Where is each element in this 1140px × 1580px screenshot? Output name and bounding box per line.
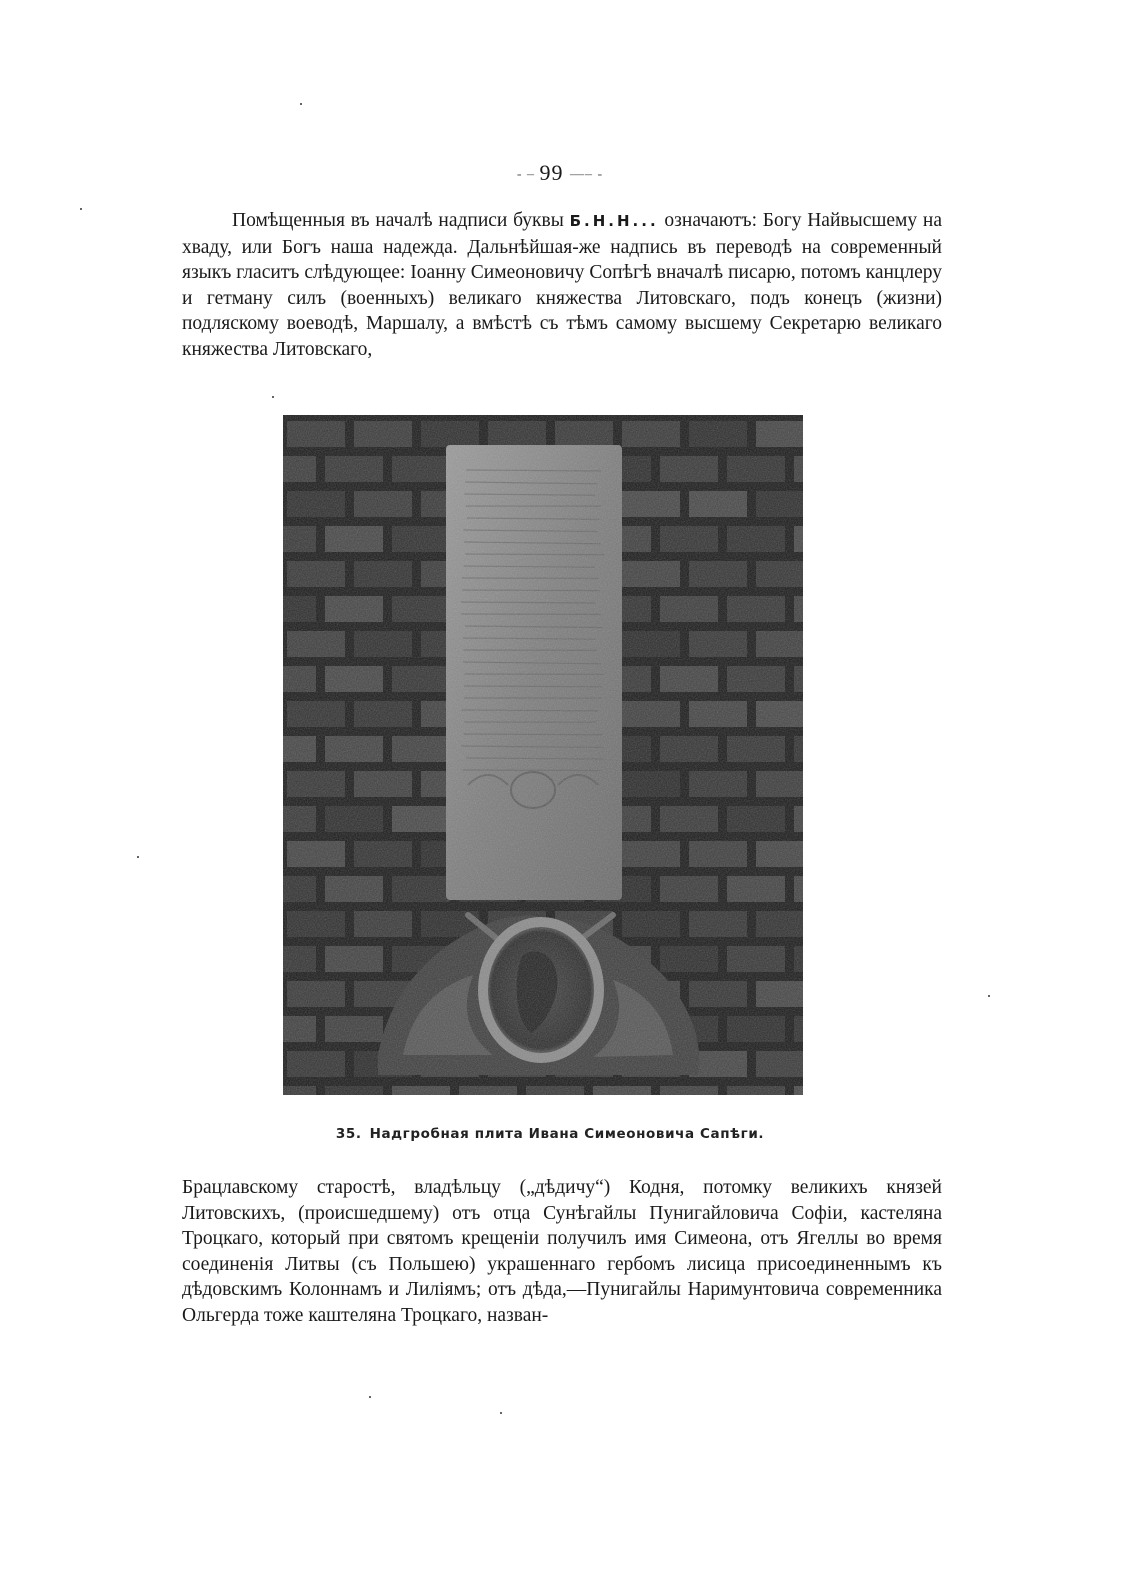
scan-speck bbox=[300, 103, 302, 105]
paragraph-top bbox=[182, 208, 942, 362]
scan-speck bbox=[137, 856, 139, 858]
page-number-value: 99 bbox=[539, 160, 564, 185]
page-number bbox=[0, 160, 1120, 186]
paragraph-top-lead: Помѣщенныя въ началѣ надписи буквы bbox=[232, 210, 570, 231]
figure-caption-text: Надгробная плита Ивана Симеоновича Сапѣги. bbox=[369, 1126, 765, 1142]
page-number-dash-right: —‒ - bbox=[570, 166, 604, 182]
scan-speck bbox=[500, 1412, 502, 1414]
paragraph-top-rest: означаютъ: Богу Найвысшему на хваду, или Богъ наша надежда. Дальнѣйшая-же надпись въ переводѣ на современный языкъ гласитъ слѣдующее: Іоанну Симеоновичу Сопѣгѣ вначалѣ писарю, потомъ канцлеру и гетману силъ (военныхъ) великаго княжества Литовскаго, подъ конецъ (жизни) подляскому воеводѣ, Маршалу, а вмѣстѣ съ тѣмъ самому высшему Секретарю великаго княжества Литовскаго, bbox=[182, 210, 942, 360]
page-number-dash-left: - ‒ bbox=[516, 166, 540, 182]
figure-number: 35. bbox=[335, 1126, 362, 1142]
scan-speck bbox=[369, 1396, 371, 1398]
paragraph-top-text bbox=[182, 208, 942, 362]
scan-speck bbox=[988, 995, 990, 997]
tombstone-photograph bbox=[283, 415, 803, 1095]
inscription-letters: Б.Н.Н... bbox=[569, 212, 659, 230]
figure-caption bbox=[0, 1126, 1100, 1142]
scan-speck bbox=[272, 396, 274, 398]
paragraph-bottom bbox=[182, 1175, 942, 1328]
scan-speck bbox=[80, 208, 82, 210]
photo-illustration bbox=[283, 415, 803, 1095]
paragraph-bottom-text: Брацлавскому старостѣ, владѣльцу („дѣдичу“) Кодня, потомку великихъ князей Литовскихъ, (происшедшему) отъ отца Сунѣгайлы Пунигайловича Софіи, кастеляна Троцкаго, который при святомъ крещеніи получилъ имя Симеона, отъ Ягеллы во время соединенія Литвы (съ Польшею) украшеннаго гербомъ лисица присоединеннымъ къ дѣдовскимъ Колоннамъ и Лиліямъ; отъ дѣда,—Пунигайлы Наримунтовича современника Ольгерда тоже каштеляна Троцкаго, назван- bbox=[182, 1177, 942, 1326]
